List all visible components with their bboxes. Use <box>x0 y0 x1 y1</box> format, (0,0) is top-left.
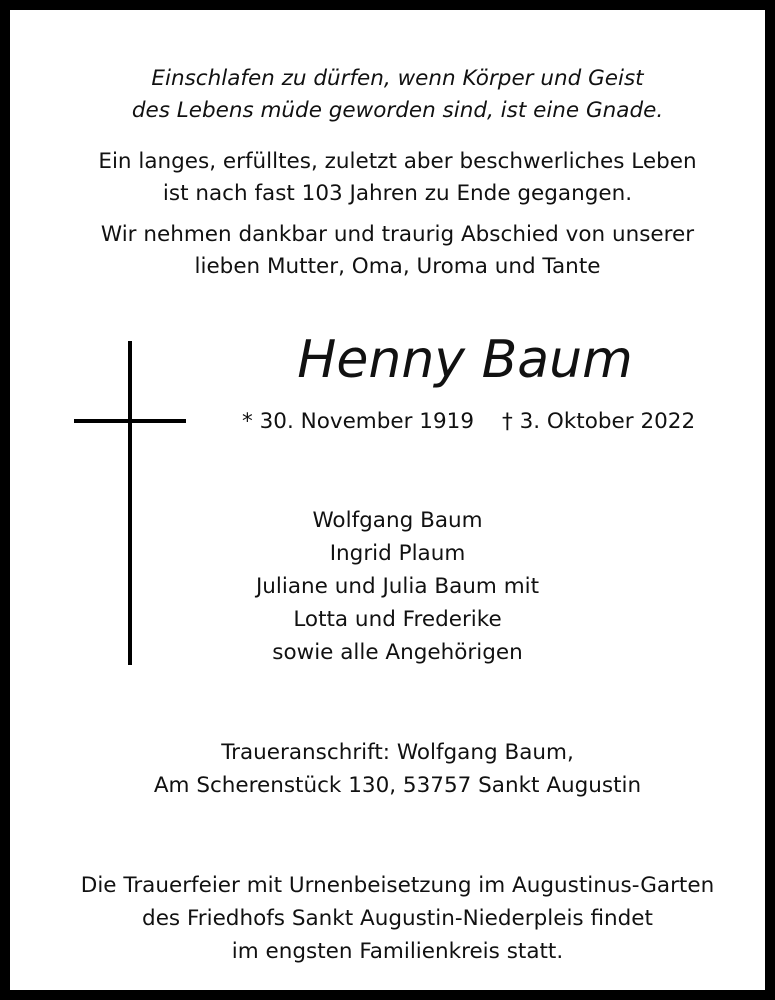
mourner-5: sowie alle Angehörigen <box>272 640 523 665</box>
ceremony-line-1: Die Trauerfeier mit Urnenbeisetzung im Augustinus-Garten <box>80 873 715 898</box>
mourner-4: Lotta und Frederike <box>293 607 502 632</box>
intro-line-3: Wir nehmen dankbar und traurig Abschied von unserer <box>100 222 695 247</box>
intro-line-4: lieben Mutter, Oma, Uroma und Tante <box>194 254 601 279</box>
deceased-name: Henny Baum <box>297 330 633 390</box>
motto-line-1: Einschlafen zu dürfen, wenn Körper und Geist <box>151 66 644 91</box>
death-date: † 3. Oktober 2022 <box>502 409 696 434</box>
intro-line-1: Ein langes, erfülltes, zuletzt aber beschwerliches Leben <box>98 149 697 174</box>
address-line-2: Am Scherenstück 130, 53757 Sankt Augustin <box>153 773 642 798</box>
cross-icon-bar <box>74 419 186 423</box>
motto-line-2: des Lebens müde geworden sind, ist eine Gnade. <box>131 98 664 123</box>
ceremony-line-3: im engsten Familienkreis statt. <box>231 939 564 964</box>
mourner-3: Juliane und Julia Baum mit <box>255 574 540 599</box>
mourner-2: Ingrid Plaum <box>329 541 466 566</box>
intro-line-2: ist nach fast 103 Jahren zu Ende gegangen. <box>162 181 633 206</box>
address-line-1: Traueranschrift: Wolfgang Baum, <box>221 740 574 765</box>
birth-date: * 30. November 1919 <box>242 409 475 434</box>
mourner-1: Wolfgang Baum <box>312 508 483 533</box>
ceremony-line-2: des Friedhofs Sankt Augustin-Niederpleis findet <box>142 906 653 931</box>
